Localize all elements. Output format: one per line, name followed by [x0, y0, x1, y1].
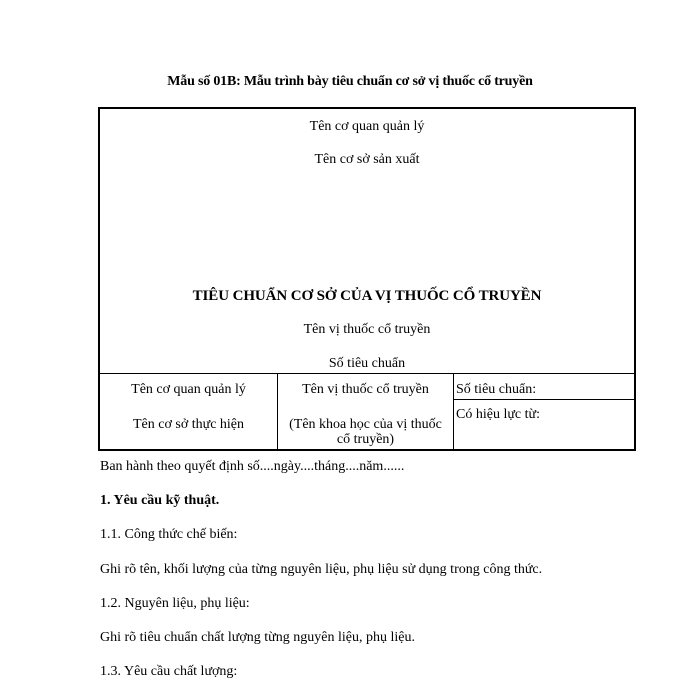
section-1-3-heading: 1.3. Yêu cầu chất lượng:	[100, 664, 238, 679]
table-cell: Tên vị thuốc cổ truyền	[302, 382, 429, 397]
table-col-herb	[278, 374, 454, 450]
info-table	[100, 373, 634, 450]
section-1-2-text: Ghi rõ tiêu chuẩn chất lượng từng nguyên liệu, phụ liệu.	[100, 630, 415, 645]
table-col-standard	[454, 374, 634, 450]
section-1-1-text: Ghi rõ tên, khối lượng của từng nguyên liệu, phụ liệu sử dụng trong công thức.	[100, 562, 543, 577]
section-1-1-heading: 1.1. Công thức chế biến:	[100, 527, 238, 542]
table-divider	[454, 399, 634, 400]
agency-name: Tên cơ quan quản lý	[309, 119, 425, 134]
table-cell: (Tên khoa học của vị thuốc	[289, 417, 442, 432]
table-cell: Tên cơ quan quản lý	[131, 382, 246, 397]
document-title: Mẫu số 01B: Mẫu trình bày tiêu chuẩn cơ sở vị thuốc cổ truyền	[167, 74, 533, 89]
producer-name: Tên cơ sở sản xuất	[314, 152, 420, 167]
section-1-heading: 1. Yêu cầu kỹ thuật.	[100, 493, 220, 508]
standard-number: Số tiêu chuẩn	[328, 356, 406, 371]
section-1-2-heading: 1.2. Nguyên liệu, phụ liệu:	[100, 596, 250, 611]
issued-line: Ban hành theo quyết định số....ngày....tháng....năm......	[100, 459, 405, 474]
table-cell: Tên cơ sở thực hiện	[132, 417, 245, 432]
standard-heading: TIÊU CHUẨN CƠ SỞ CỦA VỊ THUỐC CỔ TRUYỀN	[192, 288, 542, 304]
cover-box	[98, 107, 636, 451]
table-cell: Số tiêu chuẩn:	[456, 382, 537, 397]
herb-name: Tên vị thuốc cổ truyền	[303, 322, 431, 337]
table-cell: cổ truyền)	[336, 432, 395, 447]
table-col-agency	[100, 374, 278, 450]
table-cell: Có hiệu lực từ:	[456, 407, 540, 422]
